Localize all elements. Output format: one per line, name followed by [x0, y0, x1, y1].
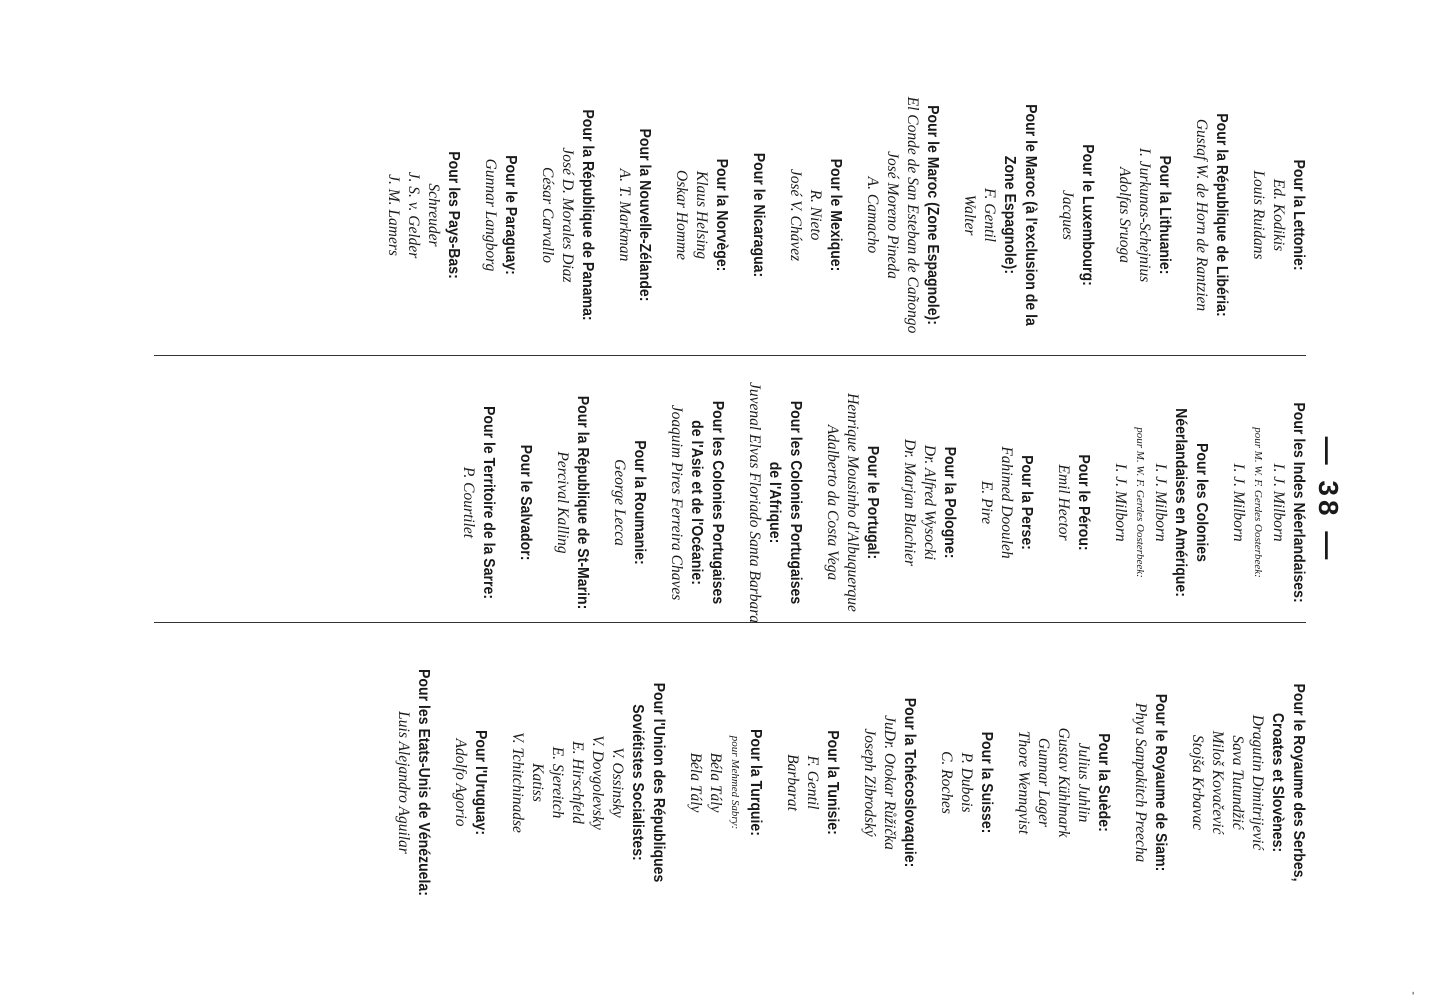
signatory-name: Luis Alejandro Aguilar — [395, 711, 412, 854]
country-heading: Pour la Suède: — [1095, 733, 1112, 832]
signatory-name: Percival Kalling — [554, 451, 571, 554]
signatory-name: Gunnar Lager — [1035, 737, 1052, 828]
signatory-name: I. J. Milborn — [1270, 463, 1287, 542]
country-heading: Pour la Pologne: — [941, 446, 958, 559]
country-heading: Pour l'Union des Républiques Soviétistes Socialistes: — [629, 682, 667, 883]
signatory-name: Adalberto da Costa Vega — [824, 424, 841, 581]
signatory-name: Adolfas Sruoga — [1116, 166, 1133, 264]
signatory-entry — [1130, 640, 1171, 925]
signatory-name: Gunnar Langborg — [482, 158, 499, 272]
signatory-name: Klaus Helsing — [693, 170, 710, 260]
signatory-name: pour M. W. F. Gerdes Oosterbeek: — [1252, 427, 1264, 578]
signatory-name: F. Gentil — [981, 188, 998, 242]
signatory-name: J. S. v. Gelder — [405, 171, 422, 259]
signatory-name: P. Courtilet — [460, 466, 477, 539]
country-heading: Pour la République de Panama: — [579, 109, 596, 321]
signatory-entry — [537, 70, 598, 360]
signatory-entry — [782, 640, 843, 925]
signatory-name: Miloš Kovačević — [1209, 730, 1226, 835]
signatory-name: Béla Tály — [707, 752, 724, 813]
signatory-name: I. J. Milborn — [1152, 463, 1169, 542]
country-heading: Pour les Colonies Portugaises de l'Asie et de l'Océanie: — [688, 400, 726, 605]
signatory-entry — [1191, 70, 1232, 360]
signatory-name: Joaquim Pires Ferreira Chaves — [668, 404, 685, 601]
signatory-name: E. Sjereitch — [549, 746, 566, 819]
country-heading: Pour la République de St-Marin: — [574, 395, 591, 610]
signatory-entry — [959, 70, 1041, 360]
signatory-entry — [383, 70, 464, 360]
signatory-name: Stojša Krbavac — [1189, 734, 1206, 831]
country-heading: Pour la Tchécoslovaquie: — [901, 697, 918, 868]
digitization-credit: - — [1408, 991, 1419, 995]
country-heading: Pour les Indes Néerlandaises: — [1290, 402, 1307, 603]
country-heading: Pour le Mexique: — [827, 158, 844, 272]
signatory-name: C. Roches — [938, 751, 955, 814]
signatory-name: Ed. Kodikis — [1270, 178, 1287, 252]
country-heading: Pour la Lettonie: — [1290, 159, 1307, 271]
signatory-name: E. Pire — [978, 480, 995, 525]
country-heading: Pour la République de Libéria: — [1213, 113, 1230, 317]
signatory-name: Jacques — [1059, 190, 1076, 240]
country-heading: Pour le Paraguay: — [502, 155, 519, 275]
signatory-name: JuDr. Otokar Růžička — [881, 715, 898, 850]
signatory-name: I. J. Milborn — [1112, 463, 1129, 542]
signatory-name: Katiss — [529, 763, 546, 802]
country-heading: Pour le Maroc (à l'exclusion de la Zone Espagnole): — [1001, 104, 1039, 326]
signatory-name: Fahimed Doouleh — [998, 446, 1015, 559]
country-heading: Pour la Lithuanie: — [1156, 155, 1173, 275]
signatory-name: Oskar Homme — [673, 170, 690, 260]
signatory-entry — [450, 640, 491, 925]
signatory-name: Emil Hector — [1055, 464, 1072, 541]
signature-column-2 — [442, 380, 1309, 625]
country-heading: Pour le Portugal: — [864, 445, 881, 560]
signature-column-3 — [377, 640, 1309, 925]
signatory-name: V. Tchitchinadse — [509, 732, 526, 833]
signatory-name: Dragutin Dimitrijević — [1249, 714, 1266, 851]
signatory-name: R. Nieto — [807, 189, 824, 241]
signatory-name: A. T. Markman — [616, 168, 633, 262]
country-heading: Pour le Luxembourg: — [1079, 144, 1096, 286]
signatory-name: Louis Ruidans — [1250, 170, 1267, 260]
country-heading: Pour le Salvador: — [517, 444, 534, 561]
signatory-entry — [899, 380, 960, 625]
signatory-entry — [609, 380, 650, 625]
signatory-entry — [515, 380, 536, 625]
country-heading: Pour le Royaume de Siam: — [1152, 693, 1169, 872]
country-heading: Pour le Royaume des Serbes, Croates et Slovènes: — [1269, 683, 1307, 882]
signatory-name: V. Ossinsky — [609, 747, 626, 818]
country-heading: Pour le Territoire de la Sarre: — [480, 405, 497, 600]
signatory-entry — [614, 70, 655, 360]
signatory-entry — [458, 380, 499, 625]
signatory-entry — [744, 380, 806, 625]
signatory-entry — [1110, 380, 1212, 625]
signatory-name: José V. Chávez — [787, 168, 804, 262]
signatory-entry — [552, 380, 593, 625]
signatory-entry — [976, 380, 1037, 625]
signatory-entry — [785, 70, 846, 360]
signatory-name: Julius Juhlin — [1075, 742, 1092, 823]
country-heading: Pour la Norvège: — [713, 158, 730, 272]
signatory-entry — [1053, 380, 1094, 625]
signatory-name: Dr. Marjan Blachier — [901, 438, 918, 566]
signatory-entry — [1228, 380, 1309, 625]
signatory-entry — [822, 380, 883, 625]
signatory-name: José Moreno Pineda — [884, 151, 901, 279]
signatory-name: E. Hirschfeld — [569, 741, 586, 824]
signatory-entry — [685, 640, 766, 925]
signatory-name: A. Camacho — [864, 176, 881, 254]
signatory-name: El Conde de San Esteban de Cañongo — [904, 96, 921, 334]
signatory-name: Dr. Alfred Wysocki — [921, 444, 938, 561]
signatory-entry — [1187, 640, 1309, 925]
signatory-name: Sava Tutundžić — [1229, 735, 1246, 830]
signatory-entry — [393, 640, 434, 925]
signatory-entry — [666, 380, 728, 625]
country-heading: Pour le Maroc (Zone Espagnole): — [924, 105, 941, 325]
signatory-entry — [862, 70, 943, 360]
signatory-name: Gustaf W. de Horn de Rantzien — [1193, 118, 1210, 312]
signatory-entry — [507, 640, 669, 925]
signatory-entry — [748, 70, 769, 360]
signatory-name: J. M. Lamers — [385, 174, 402, 256]
country-heading: Pour les Pays-Bas: — [445, 151, 462, 279]
signatory-name: Schreuder — [425, 183, 442, 247]
signatory-name: Henrique Mousinho d'Albuquerque — [844, 393, 861, 612]
signatory-entry — [480, 70, 521, 360]
country-heading: Pour les Colonies Portugaises de l'Afrique: — [766, 400, 804, 605]
country-heading: Pour la Perse: — [1018, 455, 1035, 550]
signatory-entry — [1114, 70, 1175, 360]
signatory-name: César Carvallo — [539, 166, 556, 264]
country-heading: Pour la Tunisie: — [824, 730, 841, 835]
signatory-entry — [936, 640, 997, 925]
page-number: — 38 — — [1313, 436, 1344, 564]
signatory-name: Adolfo Agorio — [452, 738, 469, 827]
signatory-name: Phya Sanpakitch Preecha — [1132, 702, 1149, 863]
signatory-entry — [671, 70, 732, 360]
signatory-name: pour M. W. F. Gerdes Oosterbeek: — [1134, 427, 1146, 578]
signatory-entry — [1248, 70, 1309, 360]
signatory-entry — [859, 640, 920, 925]
signatory-name: Barbarat — [784, 754, 801, 811]
country-heading: Pour le Nicaragua: — [750, 152, 767, 278]
signature-column-1 — [367, 70, 1309, 360]
country-heading: Pour les Etats-Unis de Vénézuela: — [415, 669, 432, 896]
country-heading: Pour la Nouvelle-Zélande: — [636, 128, 653, 302]
signatory-entry — [1013, 640, 1114, 925]
signatory-name: George Lecca — [611, 459, 628, 546]
country-heading: Pour les Colonies Néerlandaises en Amérique: — [1172, 408, 1210, 597]
signatory-entry — [1057, 70, 1098, 360]
signatory-name: V. Dovgolevsky — [589, 735, 606, 830]
signatory-name: I. J. Milborn — [1230, 463, 1247, 542]
signatory-name: José D. Morales Diaz — [559, 147, 576, 283]
signatory-name: P. Dubois — [958, 752, 975, 813]
signatory-name: Béla Tály — [687, 752, 704, 813]
signatory-name: Joseph Zibrodský — [861, 728, 878, 837]
country-heading: Pour le Pérou: — [1075, 454, 1092, 551]
country-heading: Pour la Suisse: — [978, 731, 995, 834]
signatory-name: pour Mehmed Sabry: — [729, 735, 741, 830]
country-heading: Pour l'Uruguay: — [472, 729, 489, 836]
signatory-name: F. Gentil — [804, 755, 821, 810]
country-heading: Pour la Turquie: — [747, 729, 764, 836]
signatory-name: Thore Wennqvist — [1015, 730, 1032, 835]
country-heading: Pour la Roumanie: — [631, 440, 648, 565]
signatory-name: Juvenal Elvas Floriado Santa Barbara — [746, 381, 763, 624]
signatory-name: Walter — [961, 194, 978, 236]
signatory-name: Gustav Kühlmark — [1055, 727, 1072, 838]
signatory-name: I. Jurkunas-Schejnius — [1136, 147, 1153, 283]
